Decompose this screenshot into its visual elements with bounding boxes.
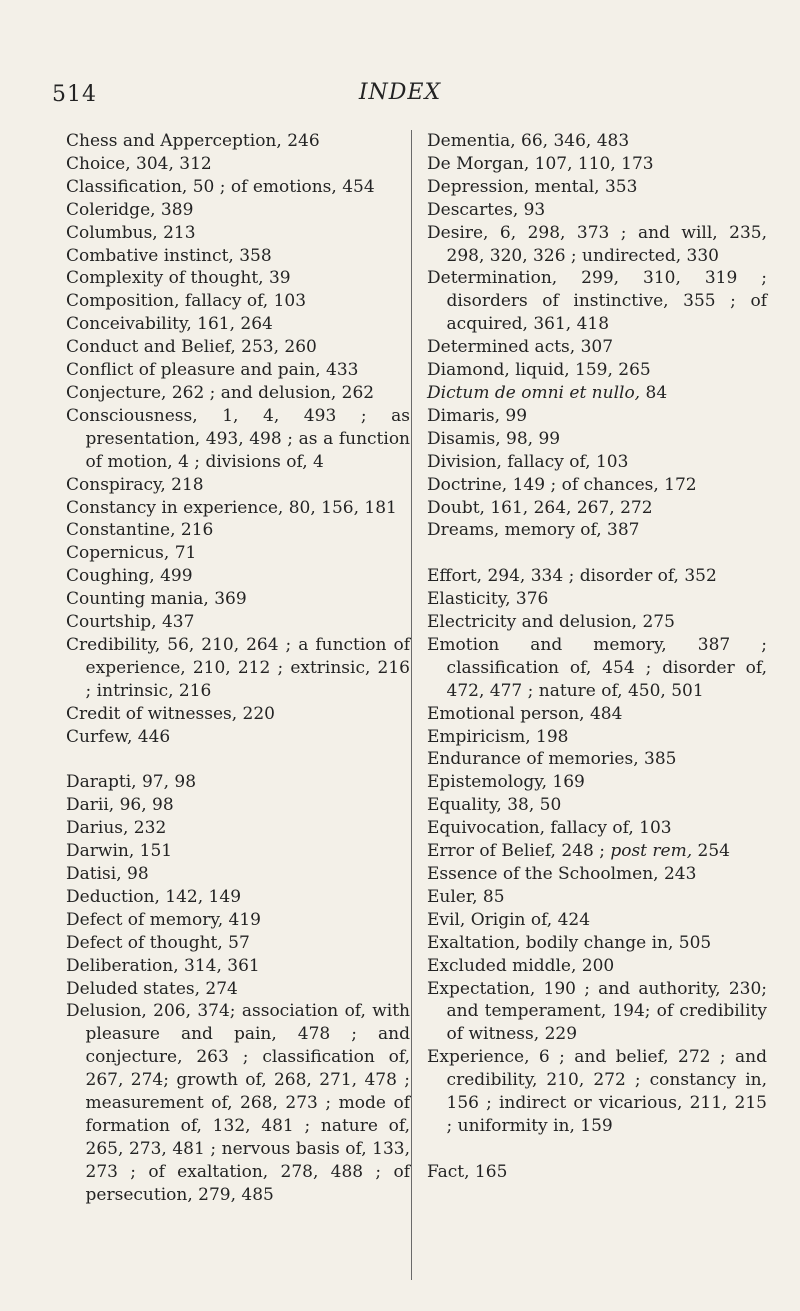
error-suffix: 254 [697,841,730,862]
index-entry: Composition, fallacy of, 103 [66,291,307,312]
index-entry: Conflict of pleasure and pain, 433 [66,360,359,381]
index-entry: Choice, 304, 312 [66,153,212,174]
index-entry: Darapti, 97, 98 [66,772,197,793]
index-entry: Consciousness, 1, 4, 493 ; as presentation, 493, 498 ; as a function of motion, 4 ; divisions of, 4 [66,405,410,472]
index-entry: Division, fallacy of, 103 [427,451,629,472]
index-entry: Determined acts, 307 [427,337,614,358]
index-entry: Defect of memory, 419 [66,909,261,930]
index-entry: Dementia, 66, 346, 483 [427,131,630,151]
index-entry: Elasticity, 376 [427,589,549,610]
index-entry: Fact, 165 [427,1161,508,1182]
index-entry: Conceivability, 161, 264 [66,314,273,335]
index-entry: Credibility, 56, 210, 264 ; a function of experience, 210, 212 ; extrinsic, 216 ; intrinsic, 216 [66,634,410,701]
index-entry: Courtship, 437 [66,612,195,633]
index-entry: Determination, 299, 310, 319 ; disorders of instinctive, 355 ; of acquired, 361, 418 [427,268,767,335]
error-prefix: Error of Belief, 248 ; [427,841,605,862]
index-entry: Conduct and Belief, 253, 260 [66,337,317,358]
index-entry: Credit of witnesses, 220 [66,703,275,724]
index-entry: Darius, 232 [66,818,167,839]
dictum-term: Dictum de omni et nullo, [427,382,641,403]
index-entry-error [427,840,767,863]
error-italic: post rem, [610,841,693,862]
index-entry: Descartes, 93 [427,199,546,220]
index-entry: Coleridge, 389 [66,199,194,220]
index-entry: Darii, 96, 98 [66,795,174,816]
index-entry: Delusion, 206, 374; association of, with pleasure and pain, 478 ; and conjecture, 263 ; classification of, 267, 274; growth of, 268, 271, 478 ; measurement of, 268, 273 ; mode of formation of, 132, 481 ; nature of, 265, 273, 481 ; nervous basis of, 133, 273 ; of exaltation, 278, 488 ; of persecution, 279, 485 [66,1001,410,1205]
index-entry: Doctrine, 149 ; of chances, 172 [427,474,697,495]
index-entry: Essence of the Schoolmen, 243 [427,863,697,884]
left-column [66,130,410,1207]
index-entry: Constantine, 216 [66,520,214,541]
index-entry: Coughing, 499 [66,566,193,587]
section-gap [66,748,410,771]
index-entry: Conspiracy, 218 [66,474,204,495]
index-entry: Excluded middle, 200 [427,955,615,976]
index-entry-dictum [427,382,767,405]
running-head: INDEX [358,80,442,105]
index-entry: De Morgan, 107, 110, 173 [427,153,654,174]
page-number: 514 [52,82,97,107]
index-entry: Dimaris, 99 [427,405,528,426]
index-entry: Endurance of memories, 385 [427,749,677,770]
index-entry: Euler, 85 [427,886,505,907]
index-entry: Conjecture, 262 ; and delusion, 262 [66,382,375,403]
index-entry: Desire, 6, 298, 373 ; and will, 235, 298, 320, 326 ; undirected, 330 [427,222,767,266]
index-entry: Counting mania, 369 [66,589,247,610]
index-entry: Epistemology, 169 [427,772,585,793]
index-entry: Deluded states, 274 [66,978,238,999]
index-entry: Electricity and delusion, 275 [427,612,675,633]
section-gap [427,542,767,565]
section-gap [427,1138,767,1161]
index-entry: Classification, 50 ; of emotions, 454 [66,176,375,197]
index-entry: Experience, 6 ; and belief, 272 ; and credibility, 210, 272 ; constancy in, 156 ; indirect or vicarious, 211, 215 ; uniformity in, 159 [427,1047,767,1136]
dictum-page: 84 [645,382,668,403]
index-entry: Emotion and memory, 387 ; classification of, 454 ; disorder of, 472, 477 ; nature of, 450, 501 [427,634,767,701]
index-entry: Expectation, 190 ; and authority, 230; and temperament, 194; of credibility of witness, 229 [427,978,767,1045]
index-entry: Columbus, 213 [66,222,196,243]
column-divider [411,130,412,1280]
index-entry: Combative instinct, 358 [66,245,272,266]
index-entry: Chess and Apperception, 246 [66,131,320,151]
index-entry: Deliberation, 314, 361 [66,955,260,976]
index-entry: Empiricism, 198 [427,726,569,747]
index-entry: Diamond, liquid, 159, 265 [427,360,651,381]
index-entry: Depression, mental, 353 [427,176,638,197]
index-entry: Emotional person, 484 [427,703,623,724]
index-entry: Darwin, 151 [66,841,173,862]
index-entry: Deduction, 142, 149 [66,886,242,907]
index-entry: Datisi, 98 [66,863,149,884]
index-entry: Curfew, 446 [66,726,171,747]
index-entry: Doubt, 161, 264, 267, 272 [427,497,653,518]
index-entry: Defect of thought, 57 [66,932,250,953]
index-entry: Disamis, 98, 99 [427,428,561,449]
index-entry: Effort, 294, 334 ; disorder of, 352 [427,566,717,587]
index-entry: Complexity of thought, 39 [66,268,291,289]
index-entry: Equivocation, fallacy of, 103 [427,818,672,839]
index-entry: Evil, Origin of, 424 [427,909,591,930]
index-entry: Constancy in experience, 80, 156, 181 [66,497,397,518]
right-column [427,130,767,1184]
index-entry: Dreams, memory of, 387 [427,520,640,541]
index-entry: Copernicus, 71 [66,543,197,564]
index-entry: Equality, 38, 50 [427,795,562,816]
index-entry: Exaltation, bodily change in, 505 [427,932,712,953]
